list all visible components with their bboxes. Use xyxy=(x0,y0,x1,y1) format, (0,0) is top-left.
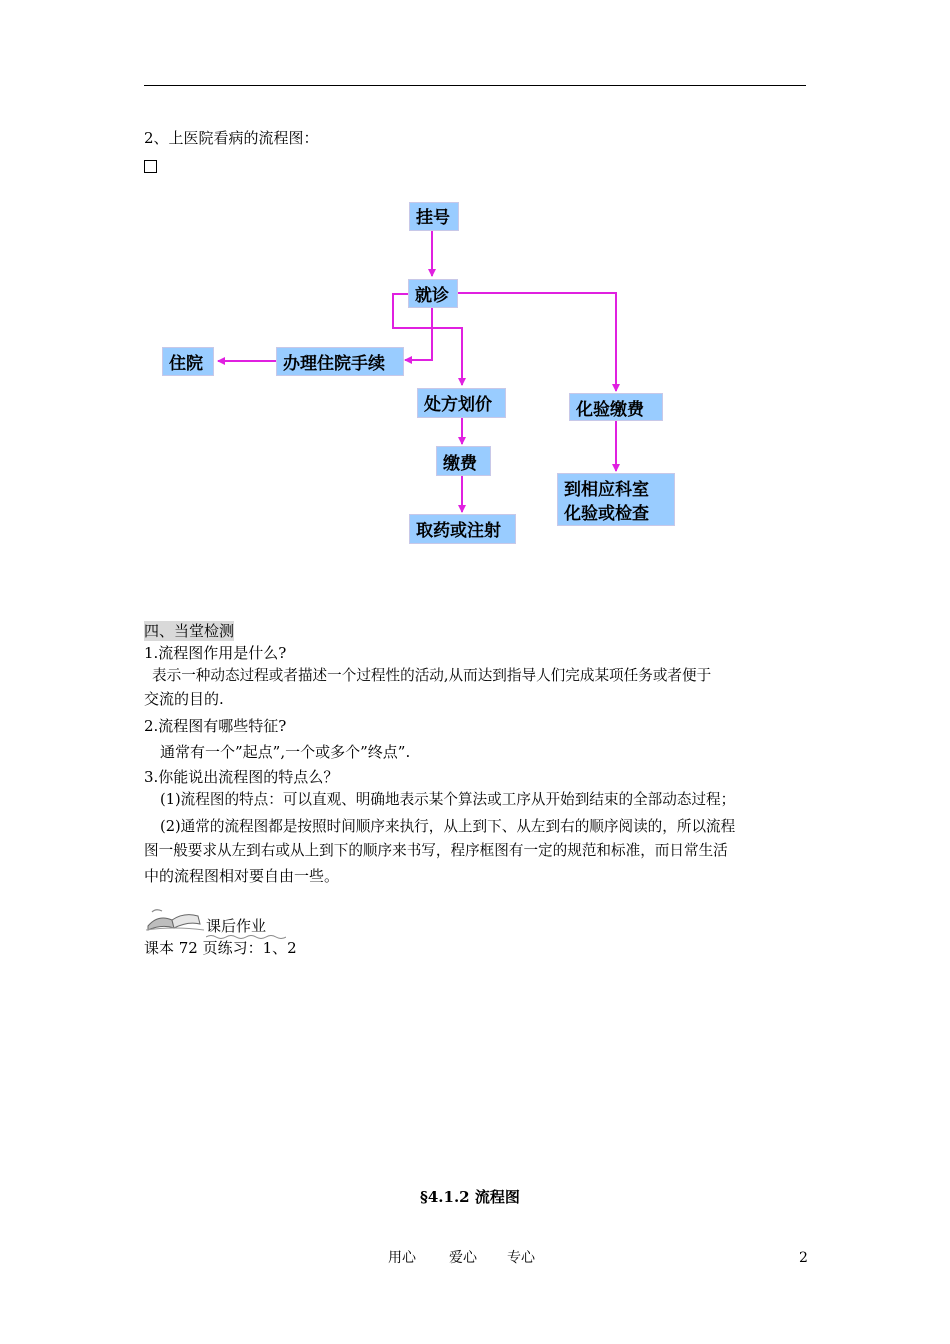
arrow-consult-to-lab-payment xyxy=(458,293,616,391)
question-3: 3.你能说出流程图的特点么？ xyxy=(144,768,339,786)
answer-3-2-line1: (2)通常的流程图都是按照时间顺序来执行，从上到下、从左到右的顺序阅读的，所以流程 xyxy=(160,818,736,835)
page-number: 2 xyxy=(799,1250,808,1266)
box-pay: 缴费 xyxy=(436,446,491,476)
box-prescription-pricing: 处方划价 xyxy=(417,388,506,418)
answer-2: 通常有一个”起点”,一个或多个”终点”. xyxy=(160,743,411,761)
box-lab-payment: 化验缴费 xyxy=(569,393,663,421)
box-admission-procedure: 办理住院手续 xyxy=(276,347,404,376)
box-hospitalize: 住院 xyxy=(162,347,214,376)
box-register: 挂号 xyxy=(409,202,459,231)
homework-label: 课后作业 xyxy=(206,917,267,935)
answer-1-line2: 交流的目的. xyxy=(144,690,224,708)
box-lab-test-line2: 化验或检查 xyxy=(564,504,649,524)
question-2: 2.流程图有哪些特征? xyxy=(144,717,287,735)
answer-1-line1: 表示一种动态过程或者描述一个过程性的活动,从而达到指导人们完成某项任务或者便于 xyxy=(152,667,712,684)
next-section-title: §4.1.2 流程图 xyxy=(420,1188,520,1206)
check-heading: 四、当堂检测 xyxy=(144,622,235,640)
answer-3-1: (1)流程图的特点：可以直观、明确地表示某个算法或工序从开始到结束的全部动态过程； xyxy=(160,791,736,808)
arrow-consult-to-admission xyxy=(405,308,432,360)
question-1: 1.流程图作用是什么? xyxy=(144,644,287,662)
open-book-icon xyxy=(144,906,206,932)
box-consult: 就诊 xyxy=(408,279,458,308)
box-lab-test xyxy=(557,473,675,526)
footer-item-2: 爱心 xyxy=(449,1250,477,1266)
flowchart-heading: 2、上医院看病的流程图： xyxy=(144,129,319,147)
homework-content: 课本 72 页练习：1、2 xyxy=(144,939,297,957)
answer-3-2-line2: 图一般要求从左到右或从上到下的顺序来书写，程序框图有一定的规范和标准，而日常生活 xyxy=(144,842,728,859)
box-get-medicine: 取药或注射 xyxy=(409,514,516,544)
answer-3-2-line3: 中的流程图相对要自由一些。 xyxy=(144,867,340,885)
footer-item-1: 用心 xyxy=(388,1250,416,1266)
box-lab-test-line1: 到相应科室 xyxy=(564,480,649,500)
footer-item-3: 专心 xyxy=(507,1250,535,1266)
